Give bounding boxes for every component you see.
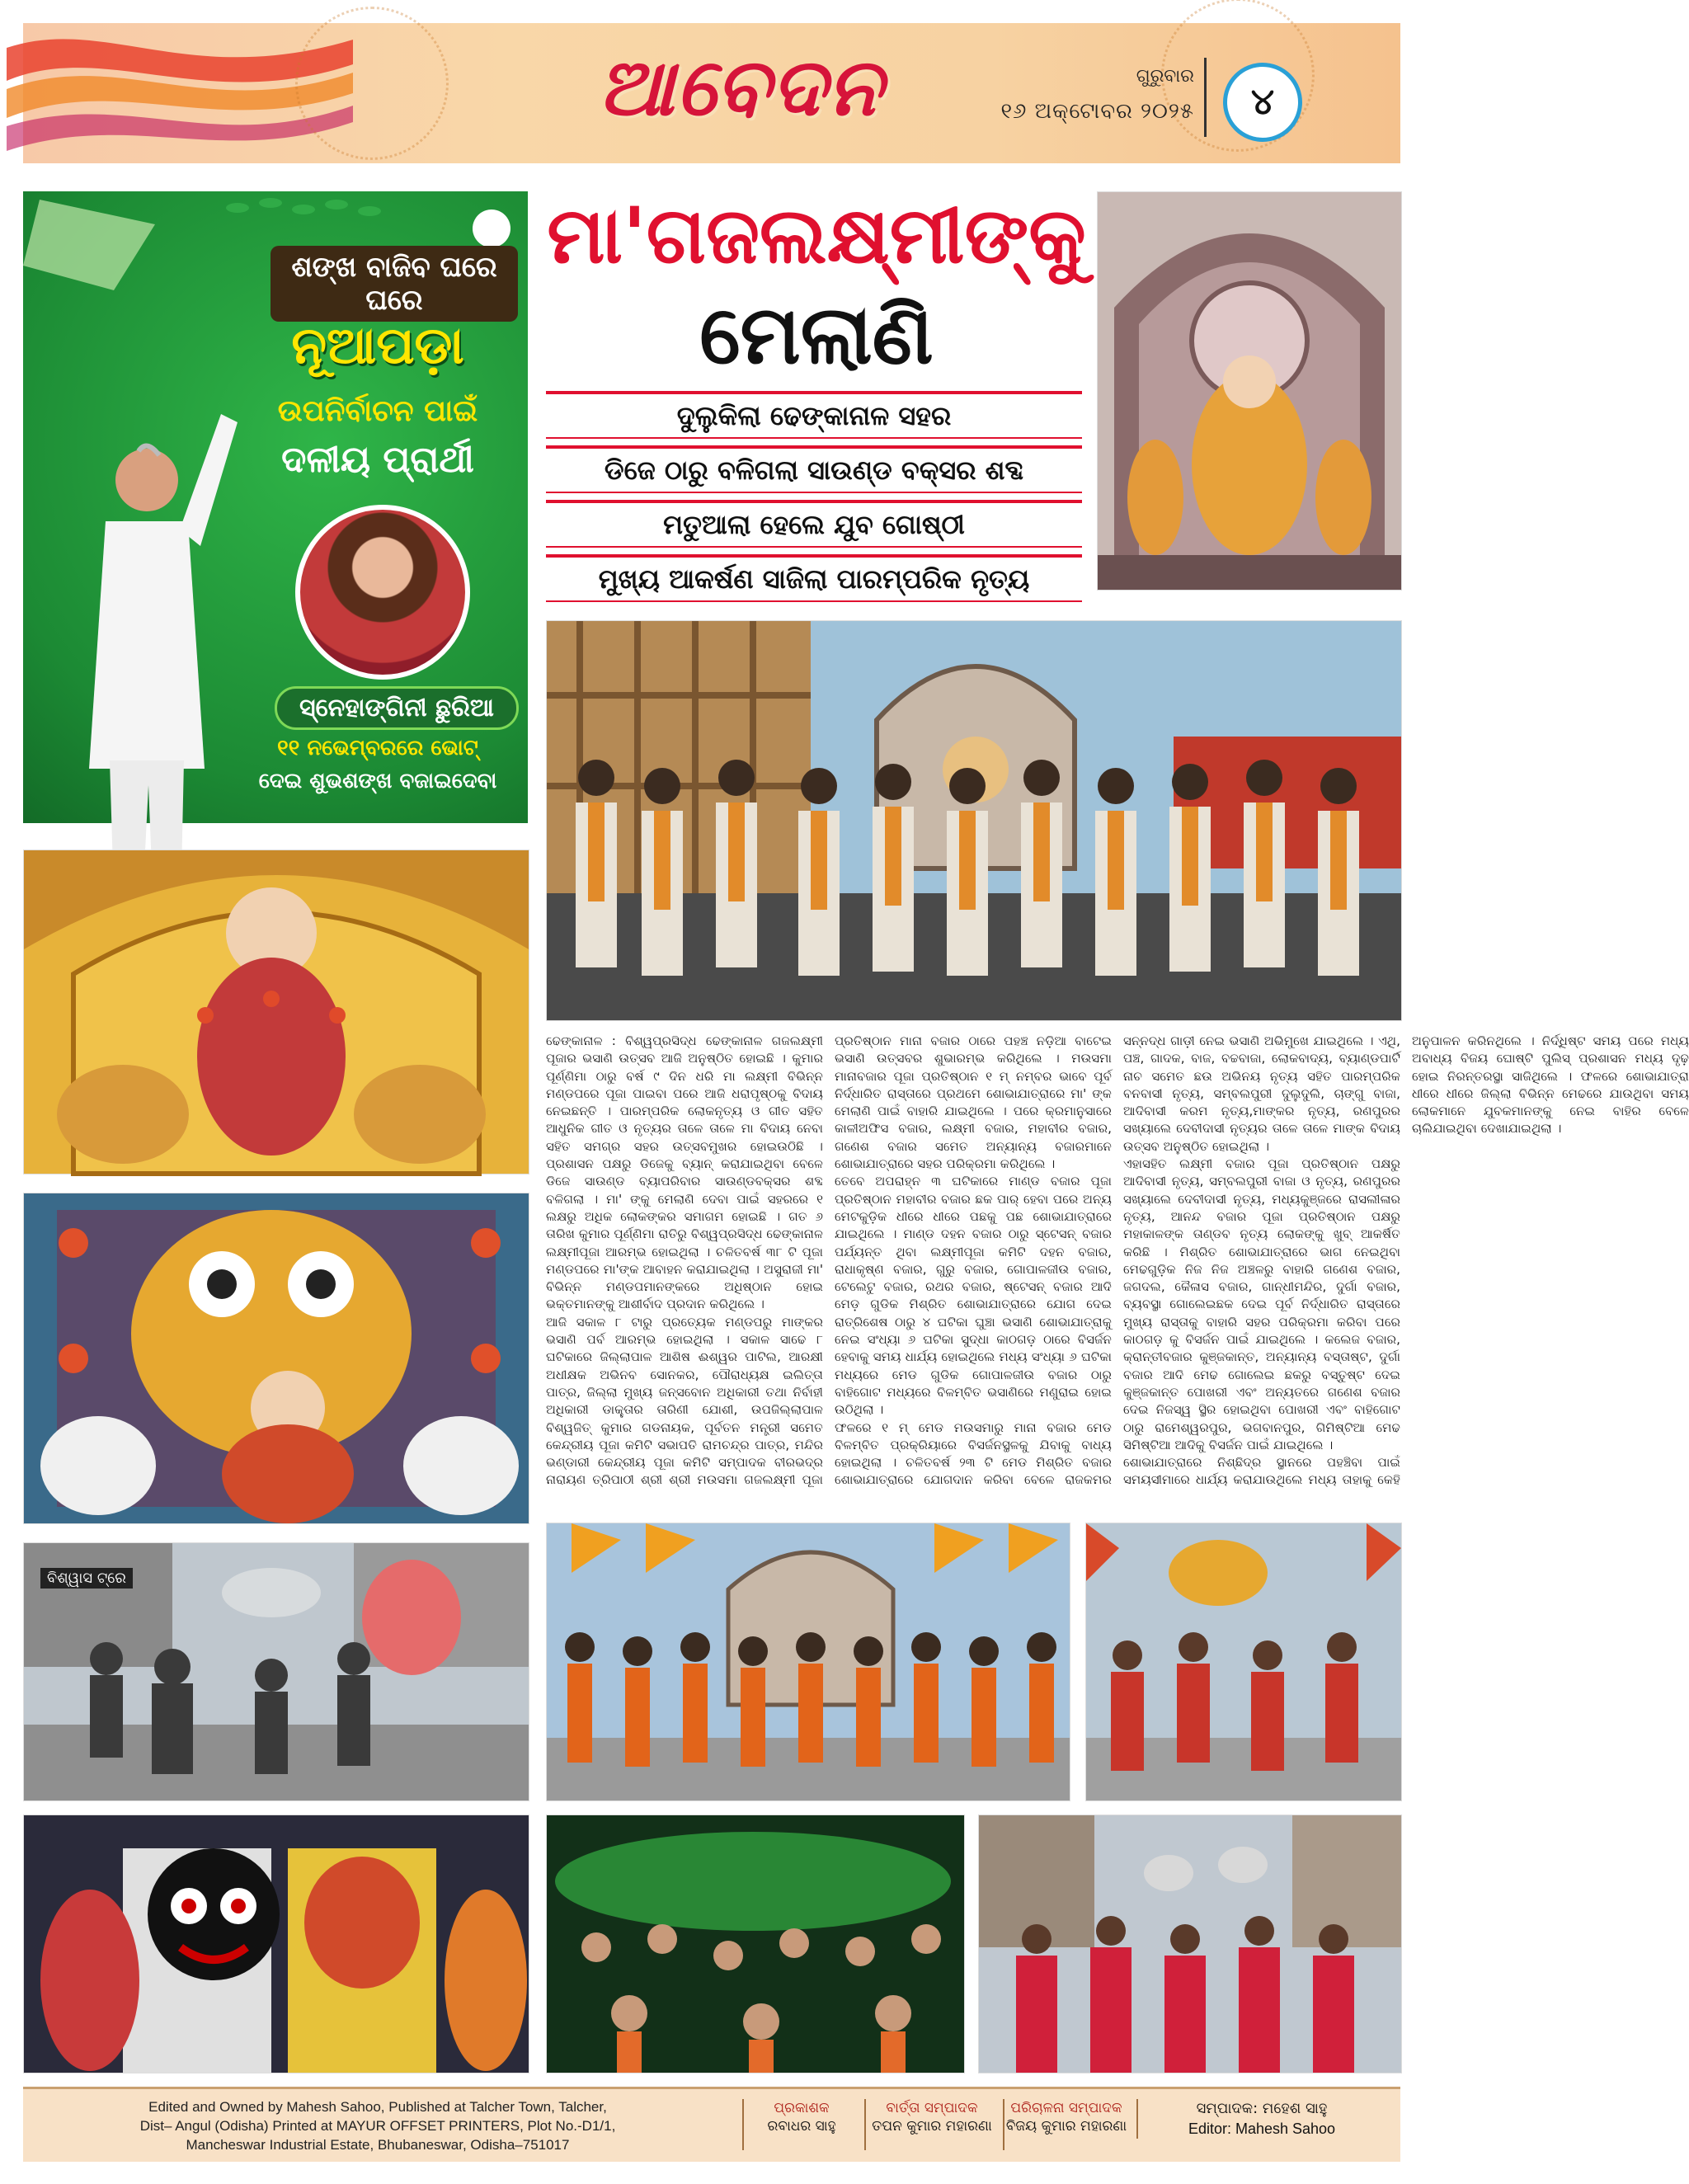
subheading: ମୁଖ୍ୟ ଆକର୍ଷଣ ସାଜିଲା ପାରମ୍ପରିକ ନୃତ୍ୟ [546, 554, 1082, 602]
masthead-divider [1204, 58, 1207, 137]
photo-officials-with-flags [546, 1523, 1070, 1801]
ad-candidate-label: ଦଳୀୟ ପ୍ରାର୍ଥୀ [281, 439, 474, 481]
photo-dignitaries-group [546, 620, 1402, 1021]
photo-owl-idol [23, 1193, 529, 1524]
credit-role: ପରିଚାଳନା ସମ୍ପାଦକ [1010, 2100, 1122, 2116]
article-body [546, 1033, 1689, 1503]
ad-slogan-top: ଶଙ୍ଖ ବାଜିବ ଘରେ ଘରେ [271, 246, 518, 322]
article-paragraph: ଏହାସହିତ ଲକ୍ଷ୍ମୀ ବଜାର ପୂଜା ପ୍ରତିଷ୍ଠାନ ପକ୍ଷରୁ ଆଦିବାସୀ ନୃତ୍ୟ, ସମ୍ବଲପୁରୀ ବାଜା ଓ ନୃତ୍ୟ, ରଣପୁରର ସଖ୍ୟାଲେ ଦେବୀଦାସୀ ନୃତ୍ୟ, ମଧ୍ୟକୁଞ୍ଜରେ ରାସଲୀଳାର ନୃତ୍ୟ, ଆନନ୍ଦ ବଜାର ପୂଜା ପ୍ରତିଷ୍ଠାନ ପକ୍ଷରୁ ମହାକାଳଙ୍କ ତାଣ୍ଡବ ନୃତ୍ୟ ଲୋକଙ୍କୁ ଖୁବ୍ ଆକର୍ଷିତ କରିଛି । ମିଶ୍ରିତ ଶୋଭାଯାତ୍ରାରେ ଭାଗ ନେଇଥିବା ମେଢଗୁଡ଼ିକ ନିଜ ନିଜ ଅଞ୍ଚଳରୁ ବାହାରି ଗଣେଶ ବଜାର, ଜଗଦଲ, କୈଳାସ ବଜାର, ଗାନ୍ଧୀମନ୍ଦିର, ଦୁର୍ଗା ବଜାର, ବ୍ୟବସ୍ଥା ଗୋଲେଇଛକ ଦେଇ ପୂର୍ବ ନିର୍ଦ୍ଧାରିତ ରାସ୍ତାରେ ମୁଖ୍ୟ ରାସ୍ତାକୁ ବାହାରି ସହର ପରିକ୍ରମା କରିବା ପରେ କାଠଗଡ଼ କୁ ବିସର୍ଜନ ପାଇଁ ଯାଇଥିଲେ । କଲେଜ ବଜାର, କ୍ରାନ୍ତୀବଜାର କୁଞ୍ଜକାନ୍ତ, ଅନ୍ୟାନ୍ୟ ବସ୍ତାଷ୍ଟ, ଦୁର୍ଗା ବଜାର ଆଦି ମେଢ ଗୋଲେଇ ଛକରୁ ବସ୍ତୁଷ୍ଟ ଦେଇ କୁଞ୍ଜକାନ୍ତ ପୋଖରୀ ଏବଂ ଅନ୍ୟତରେ ଗଣେଶ ବଜାର ଦେଇ ନିଜସ୍ୱ ସ୍ଥିର ହୋଇଥିବା ପୋଖରୀ ଏବଂ ବାହିଗୋଟ ଠାରୁ ରାମେଶ୍ୱରପୁର, ଭଗବାନପୁର, ଗିମିଷ୍ଟିଆ ମେଢ ସିମିଷ୍ଟିଆ ଆଦିକୁ ବିସର୍ଜନ ପାଇଁ ଯାଇଥିଲେ । [1123, 1156, 1400, 1452]
newspaper-name: ଆବେଦନ [597, 41, 884, 134]
candidate-name: ସ୍ନେହାଙ୍ଗିନୀ ଛୁରିଆ [275, 686, 519, 730]
issue-day: ଗୁରୁବାର [1136, 66, 1194, 87]
photo-jagannath-float [23, 1815, 529, 2073]
headline-line2: ମେଲାଣି [699, 289, 934, 383]
masthead [23, 23, 1400, 163]
editor-credit [1136, 2099, 1386, 2139]
article-paragraph: ଶୋଭାଯାତ୍ରାରେ ନିଶ୍ଛିଦ୍ର ସ୍ଥାନରେ ପହଞ୍ଚିବା ପାଇଁ ସମୟସୀମାରେ ଧାର୍ଯ୍ୟ କରାଯାଉଥିଲେ ମଧ୍ୟ ତାହାକୁ କେହି ଅନୁପାଳନ କରିନଥିଲେ । ନିର୍ଦ୍ଧିଷ୍ଟ ସମୟ ପରେ ମଧ୍ୟ ଅବାଧ୍ୟ ବିଜୟ ଘୋଷ୍ଟି ପୁଲିସ୍ ପ୍ରଶାସନ ମଧ୍ୟ ଦୃଢ଼ ହୋଇ ନିରନ୍ତରସ୍ଥା ସାଜିଥିଲେ । ଫଳରେ ଶୋଭାଯାତ୍ରା ଧୀରେ ଧୀରେ ଜିଲ୍ଲା ବିଭିନ୍ନ ମେଢରେ ଯାଉଥିବା ସମୟ ଲୋକମାନେ ଯୁବକମାନଙ୍କୁ ନେଇ ବାହିର ବେଳେ ଚାଲିଯାଇଥିବା ଦେଖାଯାଇଥିଲା । [1123, 1033, 1689, 1488]
headline-line1: ମା'ଗଜଲକ୍ଷ୍ମୀଙ୍କୁ [547, 191, 1086, 281]
imprint-line: Dist– Angul (Odisha) Printed at MAYUR OFFSET PRINTERS, Plot No.-D1/1, [139, 2118, 616, 2134]
ad-slogan-bottom: ଦେଇ ଶୁଭଶଙ୍ଖ ବଜାଇଦେବା [258, 769, 497, 793]
article-paragraph: ଢେଙ୍କାନାଳ : ବିଶ୍ୱପ୍ରସିଦ୍ଧ ଢେଙ୍କାନାଳ ଗଜଲକ୍ଷ୍ମୀ ପୂଜାର ଭସାଣି ଉତ୍ସବ ଆଜି ଅନୁଷ୍ଠିତ ହୋଇଛି । କୁମାର ପୂର୍ଣ୍ଣିମା ଠାରୁ ବର୍ଷ ୯ ଦିନ ଧରି ମା ଲକ୍ଷ୍ମୀ ବିଭିନ୍ନ ମଣ୍ଡପରେ ପୂଜା ପାଇବା ପରେ ଆଜି ଧରାପୃଷ୍ଠକୁ ବିଦାୟ ନେଇଛନ୍ତି । ପାରମ୍ପରିକ ଲୋକନୃତ୍ୟ ଓ ଗୀତ ସହିତ ଆଧୁନିକ ଗୀତ ଓ ନୃତ୍ୟର ତାଳେ ତାଳେ ମା ବିଦାୟ ନେବା ସହିତ ସମଗ୍ର ସହର ଉତ୍ସବମୁଖର ହୋଇଉଠିଛି । ପ୍ରଶାସନ ପକ୍ଷରୁ ଡିଜେକୁ ବ୍ୟାନ୍ କରାଯାଇଥିବା ବେଳେ ଡିଜେ ସାଉଣ୍ଡ ବ୍ୟାପରିବାର ସାଉଣ୍ଡବକ୍ସର ଶବ୍ଦ ବଳିଗଲା । ମା' ଙ୍କୁ ମେଲାଣି ଦେବା ପାଇଁ ସହରରେ ୧ ଲକ୍ଷରୁ ଅଧିକ ଲୋକଙ୍କର ସମାଗମ ହୋଇଛି । ଗତ ୬ ତାରିଖ କୁମାର ପୂର୍ଣ୍ଣିମା ରାତିରୁ ବିଶ୍ୱପ୍ରସିଦ୍ଧ ଢେଙ୍କାନାଳ ଲକ୍ଷ୍ମୀପୂଜା ଆରମ୍ଭ ହୋଇଥିଲା । ଚଳିତବର୍ଷ ୩୮ ଟି ପୂଜା ମଣ୍ଡପରେ ମା'ଙ୍କ ଆବାହନ କରାଯାଇଥିଲା । ଅସୁରାଜୀ ମା' ବିଭିନ୍ନ ମଣ୍ଡପମାନଙ୍କରେ ଅଧିଷ୍ଠାନ ହୋଇ ଭକ୍ତମାନଙ୍କୁ ଆଶୀର୍ବାଦ ପ୍ରଦାନ କରିଥିଲେ । [546, 1033, 823, 1312]
photo-women-procession [978, 1815, 1402, 2073]
vote-date: ୧୧ ନଭେମ୍ବରରେ ଭୋଟ୍ [277, 736, 478, 760]
footer-imprint [23, 2087, 1400, 2162]
page-number: ୪ [1223, 63, 1302, 142]
photo-drummers [1085, 1523, 1402, 1801]
issue-date: ୧୬ ଅକ୍ଟୋବର ୨୦୨୫ [1000, 99, 1194, 124]
political-advertisement [23, 191, 528, 823]
article-paragraph: ତେବେ ଅପରାହ୍ନ ୩ ଘଟିକାରେ ମାଣ୍ଡ ବଜାର ପୂଜା ପ୍ରତିଷ୍ଠାନ ମହାବୀର ବଜାର ଛକ ପାର୍ ହେବା ପରେ ଅନ୍ୟ ମେଟକୁଡ଼ିକ ଧୀରେ ଧୀରେ ପଛକୁ ପଛ ଶୋଭାଯାତ୍ରାରେ ଯାଇଥିଲେ । ମାଣ୍ଡ ଦହନ ବଜାର ଠାରୁ ସ୍ଟେସନ୍ ବଜାର ପର୍ଯ୍ୟନ୍ତ ଥିବା ଲକ୍ଷ୍ମୀପୂଜା କମିଟି ଦହନ ବଜାର, ରାଧାକୃଷ୍ଣ ବଜାର, ଗୁରୁ ବଜାର, ଗୋପାଳଜୀଉ ବଜାର, ଟେଲେଟୁ ବଜାର, ରଥର ବଜାର, ଷ୍ଟେସନ୍ ବଜାର ଆଦି ମେଡ଼ ଗୁଡିକ ମିଶ୍ରିତ ଶୋଭାଯାତ୍ରାରେ ଯୋଗ ଦେଇ ରାତ୍ରିଶେଷ ଠାରୁ ୪ ଘଟିକା ଘୁଞ୍ଚା ଭସାଣି ଶୋଭାଯାତ୍ରାକୁ ନେଇ ସଂଧ୍ୟା ୬ ଘଟିକା ସୁଦ୍ଧା କାଠଗଡ଼ ଠାରେ ବିସର୍ଜନ ହେବାକୁ ସମୟ ଧାର୍ଯ୍ୟ ହୋଇଥିଲେ ମଧ୍ୟ ସଂଧ୍ୟା ୬ ଘଟିକା ମଧ୍ୟରେ ମେଡ ଗୁଡିକ ଗୋପାଳଜୀଉ ବଜାର ଠାରୁ ବାହିଗୋଟ ମଧ୍ୟରେ ବିଳମ୍ବିତ ଭସାଣିରେ ମଣୁରାଇ ହୋଇ ଉଠିଥିଲା । [835, 1174, 1112, 1418]
credit-name: ତପନ କୁମାର ମହାରଣା [872, 2118, 992, 2135]
editor-name-english: Editor: Mahesh Sahoo [1188, 2120, 1336, 2137]
party-logo-icon [473, 209, 510, 247]
imprint-line: Mancheswar Industrial Estate, Bhubaneswar, Odisha–751017 [186, 2137, 570, 2153]
ad-election-type: ଉପନିର୍ବାଚନ ପାଇଁ [277, 394, 478, 428]
credit-name: ରବାଧର ସାହୁ [767, 2118, 836, 2135]
ad-constituency: ନୂଆପଡ଼ା [291, 315, 464, 375]
subheading: ଦୁଲୁକିଲା ଢେଙ୍କାନାଳ ସହର [546, 391, 1082, 439]
article-paragraph: ଆଜି ସକାଳ ୮ ଟାରୁ ପ୍ରତ୍ୟେକ ମଣ୍ଡପରୁ ମାଙ୍କର ଭସାଣି ପର୍ବ ଆରମ୍ଭ ହୋଇଥିଲା । ସକାଳ ସାଢେ ୮ ଘଟିକାରେ ଜିଲ୍ଲାପାଳ ଆଶିଷ ଈଶ୍ୱର ପାଟିଲ, ଆରକ୍ଷୀ ଅଧୀକ୍ଷକ ଅଭିନବ ସୋନକର, ପୌରାଧ୍ୟକ୍ଷ ଇଲିତ୍ତା ପାତ୍ର, ଜିଲ୍ଲା ମୁଖ୍ୟ ଜନ୍ସବୋନ ଅଧିକାରୀ ତଥା ନିର୍ବାହୀ ଅଧିକାରୀ ଡାକ୍ତ୍ତାର ତାରିଣୀ ଯୋଶୀ, ଉପଜିଲ୍ଲାପାଳ ବିଶ୍ୱଜିତ୍ କୁମାର ଗଡନାୟକ, ପୂର୍ବତନ ମନ୍ତ୍ରୀ ସମେତ କେନ୍ଦ୍ରୀୟ ପୂଜା କମିଟି ସଭାପତି ରାମଚନ୍ଦ୍ର ପାତ୍ର, ମନ୍ଦିର ଭଣ୍ଡାରୀ କେନ୍ଦ୍ରୀୟ ପୂଜା କମିଟି ସମ୍ପାଦକ ବୀରଭଦ୍ର ନାରାୟଣ ତ୍ରିପାଠୀ ଶ୍ରୀ ଶ୍ରୀ ମଉସମା ଗଜଲକ୍ଷ୍ମୀ ପୂଜା ପ୍ରତିଷ୍ଠାନ ମାନା ବଜାର ଠାରେ ପହଞ୍ଚ ନଡ଼ିଆ ବାଟେଇ ଭସାଣି ଉତ୍ସବର ଶୁଭାରମ୍ଭ କରିଥିଲେ । ମଉସମା ମାନାବଜାର ପୂଜା ପ୍ରତିଷ୍ଠାନ ୧ ମ୍ ନମ୍ବର ଭାବେ ପୂର୍ବ ନିର୍ଦ୍ଧାରିତ ରାସ୍ତାରେ ପ୍ରଥମେ ଶୋଭାଯାତ୍ରାରେ ମା' ଙ୍କ ମେଲାଣି ପାଇଁ ବାହାରି ଯାଇଥିଲେ । ପରେ କ୍ରମାନୁସାରେ କାଳୀଅଫିସ ବଜାର, ଲକ୍ଷ୍ମୀ ବଜାର, ମହାବୀର ବଜାର, ଗଣେଶ ବଜାର ସମେତ ଅନ୍ୟାନ୍ୟ ବଜାରମାନେ ଶୋଭାଯାତ୍ରାରେ ସହର ପରିକ୍ରମା କରିଥିଲେ । [546, 1033, 1112, 1488]
credit-name: ବିଜୟ କୁମାର ମହାରଣା [1005, 2118, 1127, 2135]
photo-idol-with-elephants [23, 850, 529, 1174]
photo-gajalakshmi-idol [1097, 191, 1402, 591]
imprint-text [23, 2097, 732, 2154]
article-paragraph: ଫଳରେ ୧ ମ୍ ମେଡ ମଉସମାରୁ ମାନା ବଜାର ମେଡ ବିଳମ୍ବିତ ପ୍ରକ୍ରିୟାରେ ବିସର୍ଜନସ୍ଥଳକୁ ଯିବାକୁ ବାଧ୍ୟ ହୋଇଥିଲା । ଚଳିତବର୍ଷ ୨୩ ଟି ମେଡ ମିଶ୍ରିତ ବଜାର ଶୋଭାଯାତ୍ରାରେ ଯୋଗଦାନ କରିବା ବେଳେ ରାଜକମର ସନ୍ନଦ୍ଧ ଗାଡ଼ୀ ନେଇ ଭସାଣି ଅଭିମୁଖେ ଯାଇଥିଲେ । ଏଥି, ପଞ୍ଚ, ଗାଦକ, ବାଜ, ବଚ୍ଚବାଜା, ଲୋକବାଦ୍ୟ, ବ୍ୟାଣ୍ଡପାର୍ଟି ନାଚ ସମେତ ଛଉ ଅଭିନୟ ନୃତ୍ୟ ସହିତ ପାରମ୍ପରିକ ବନବାସୀ ନୃତ୍ୟ, ସମ୍ବଲପୁରୀ ଦୁଲୁଦୁଲି, ଚାଙ୍ଗୁ ବାଜା, ଆଦିବାସୀ କରମ ନୃତ୍ୟ,ମାଙ୍କର ନୃତ୍ୟ, ରଣପୁରର ସଖ୍ୟାଲେ ଦେବୀଦାସୀ ନୃତ୍ୟର ତାଳେ ତାଳେ ମାଙ୍କ ବିଦାୟ ଉତ୍ସବ ଅନୁଷ୍ଠିତ ହୋଇଥିଲା । [835, 1033, 1400, 1488]
photo-street-dancers [23, 1542, 529, 1801]
candidate-photo [295, 505, 470, 680]
publisher-credit [742, 2099, 859, 2150]
credit-role: ପ୍ରକାଶକ [774, 2100, 830, 2116]
subheadings [546, 391, 1082, 609]
news-editor-credit [864, 2099, 998, 2150]
shop-sign: ବିଶ୍ୱାସ ଟ୍ରେ [40, 1568, 133, 1589]
subheading: ମତୁଆଲା ହେଲେ ଯୁବ ଗୋଷ୍ଠୀ [546, 500, 1082, 548]
photo-dancing-crowd [546, 1815, 965, 2073]
credit-role: ବାର୍ତ୍ତା ସମ୍ପାଦକ [886, 2100, 978, 2116]
editor-name-odia: ସମ୍ପାଦକ: ମହେଶ ସାହୁ [1196, 2100, 1328, 2117]
management-editor-credit [1003, 2099, 1128, 2150]
decorative-mandala [295, 7, 449, 160]
imprint-line: Edited and Owned by Mahesh Sahoo, Published at Talcher Town, Talcher, [148, 2099, 607, 2115]
subheading: ଡିଜେ ଠାରୁ ବଳିଗଲା ସାଉଣ୍ଡ ବକ୍ସର ଶବ୍ଦ [546, 445, 1082, 493]
